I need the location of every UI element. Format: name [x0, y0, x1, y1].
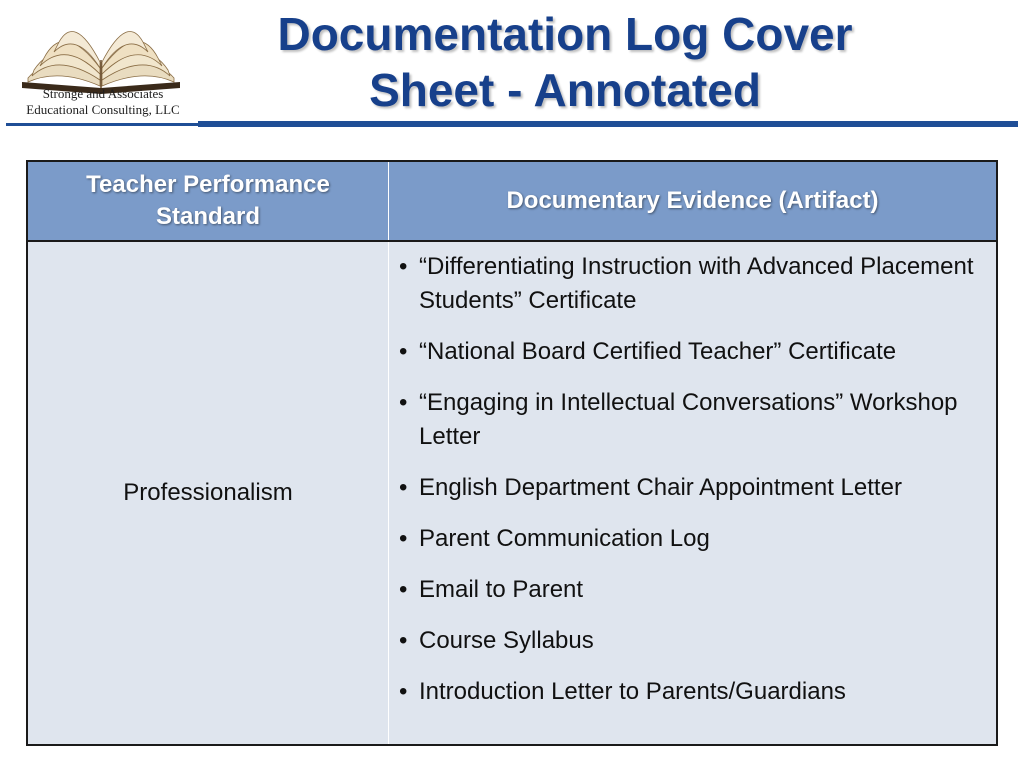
evidence-item: • Course Syllabus — [399, 624, 986, 658]
evidence-item: • Email to Parent — [399, 573, 986, 607]
table-header-row — [27, 161, 997, 241]
table-row — [27, 241, 997, 745]
documentation-table — [26, 160, 998, 746]
evidence-item: • “Differentiating Instruction with Advanced Placement Students” Certificate — [399, 250, 986, 318]
evidence-item: • Parent Communication Log — [399, 522, 986, 556]
open-book-icon — [14, 8, 189, 96]
logo-company-line1: Stronge and Associates — [42, 86, 164, 101]
logo-company-line2: Educational Consulting, LLC — [26, 102, 180, 117]
column-header-standard: Teacher Performance Standard — [27, 161, 389, 241]
standard-cell: Professionalism — [27, 241, 389, 745]
evidence-item: • “Engaging in Intellectual Conversations” Workshop Letter — [399, 386, 986, 454]
page-title — [210, 6, 920, 118]
evidence-item: • “National Board Certified Teacher” Certificate — [399, 335, 986, 369]
page-title-line1: Documentation Log Cover — [277, 8, 853, 60]
header-rule-left — [6, 123, 198, 126]
evidence-item: • Introduction Letter to Parents/Guardians — [399, 675, 986, 709]
company-logo — [8, 8, 198, 126]
column-header-evidence: Documentary Evidence (Artifact) — [389, 161, 998, 241]
evidence-list — [399, 250, 986, 709]
evidence-item: • English Department Chair Appointment Letter — [399, 471, 986, 505]
header-rule — [198, 121, 1018, 127]
page-title-line2: Sheet - Annotated — [369, 64, 761, 116]
evidence-cell — [389, 241, 998, 745]
